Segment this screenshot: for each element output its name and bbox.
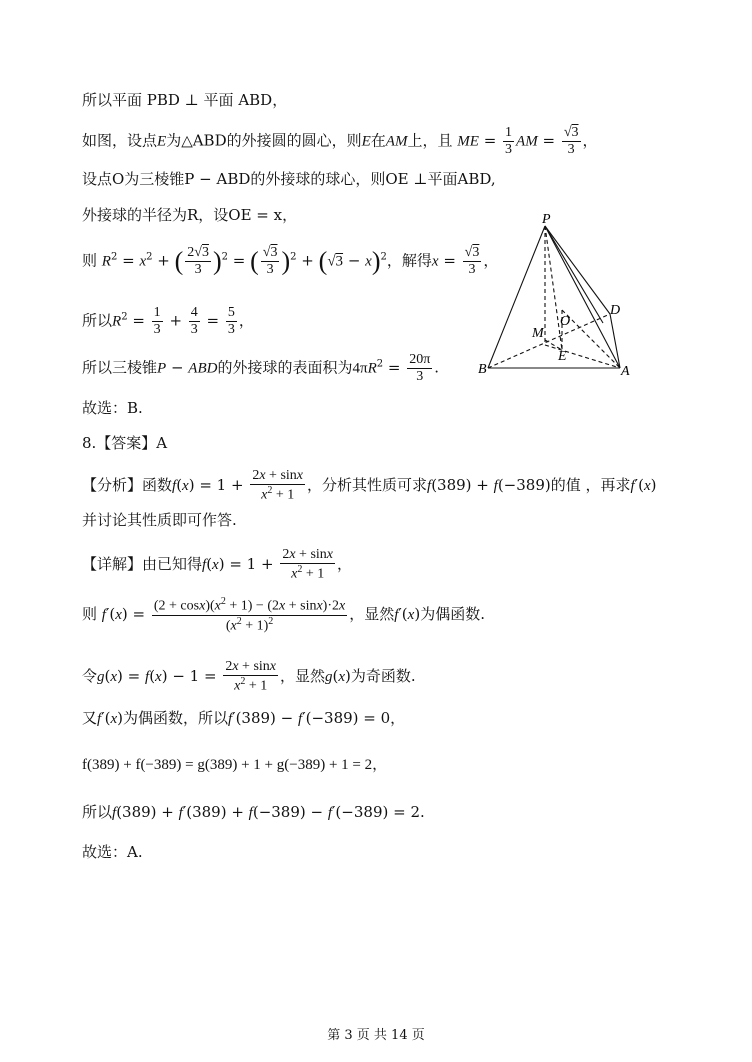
text-line: 所以平面 PBD ⊥ 平面 ABD， bbox=[82, 91, 288, 109]
text-line: 如图，设点E为△ABD的外接圆的圆心，则E在AM上，且 ME = $\frac{1}{3}$ AM = $\frac{√3}{3}$ ， bbox=[82, 125, 598, 157]
text-line: 故选：B. bbox=[82, 399, 143, 417]
answer-heading: 8.【答案】A bbox=[82, 434, 168, 452]
text-line: 故选：A. bbox=[82, 843, 143, 861]
text-line: 则 $R^2 = x^2$ + ( $\frac{2√3}{3}$ )$^2$ = ( $\frac{√3}{3}$ )$^2 + (√3 - x)^2$，解得x = $\frac{√3}{3}$ ， bbox=[82, 245, 499, 277]
label-A: A bbox=[621, 364, 630, 379]
page-footer: 第 3 页 共 14 页 bbox=[327, 1028, 425, 1043]
text-line: 【详解】由已知得f(x) = 1 + $\frac{2x + \sin x}{x^2 + 1}$ ， bbox=[82, 547, 353, 582]
text-line: 外接球的半径为R，设OE = x， bbox=[82, 206, 298, 224]
label-E: E bbox=[558, 349, 567, 364]
text-line: 【分析】函数f(x) = 1 + $\frac{2x + \sin x}{x^2 + 1}$ ，分析其性质可求f(389) + f(−389)的值 ，再求f′(x) bbox=[82, 468, 657, 503]
text-line: f(389) + f(−389) = g(389) + 1 + g(−389) + 1 = 2， bbox=[82, 757, 388, 773]
label-P: P bbox=[542, 212, 551, 227]
text-line: 并讨论其性质即可作答. bbox=[82, 511, 237, 529]
text-line: 令g(x) = f(x) − 1 = $\frac{2x + \sin x}{x^2 + 1}$ ，显然g(x)为奇函数. bbox=[82, 659, 416, 694]
label-D: D bbox=[610, 303, 621, 318]
text-line: 所以三棱锥P − ABD的外接球的表面积为$4\pi R^2$ = $\frac{20\pi}{3}$ . bbox=[82, 352, 440, 384]
text-line: 设点O为三棱锥P − ABD的外接球的球心，则OE ⊥平面ABD, bbox=[82, 170, 496, 188]
label-O: O bbox=[560, 314, 571, 329]
label-B: B bbox=[478, 362, 487, 377]
text-line: 所以f(389) + f′(389) + f(−389) − f′(−389) = 2. bbox=[82, 803, 425, 821]
pyramid-figure bbox=[470, 210, 640, 380]
text-line: 所以$R^2$ = $\frac{1}{3}$ + $\frac{4}{3}$ = $\frac{5}{3}$ ， bbox=[82, 305, 254, 337]
label-M: M bbox=[532, 326, 544, 341]
text-line: 又f′(x)为偶函数，所以f′(389) − f′(−389) = 0， bbox=[82, 709, 406, 727]
text-line: 则 f′(x) = $\frac{(2 + \cos x)(x^2 + 1) - (2x + \sin x)\cdot 2x}{(x^2 + 1)^2}$ ，显然f′(x)为偶函数. bbox=[82, 596, 485, 634]
